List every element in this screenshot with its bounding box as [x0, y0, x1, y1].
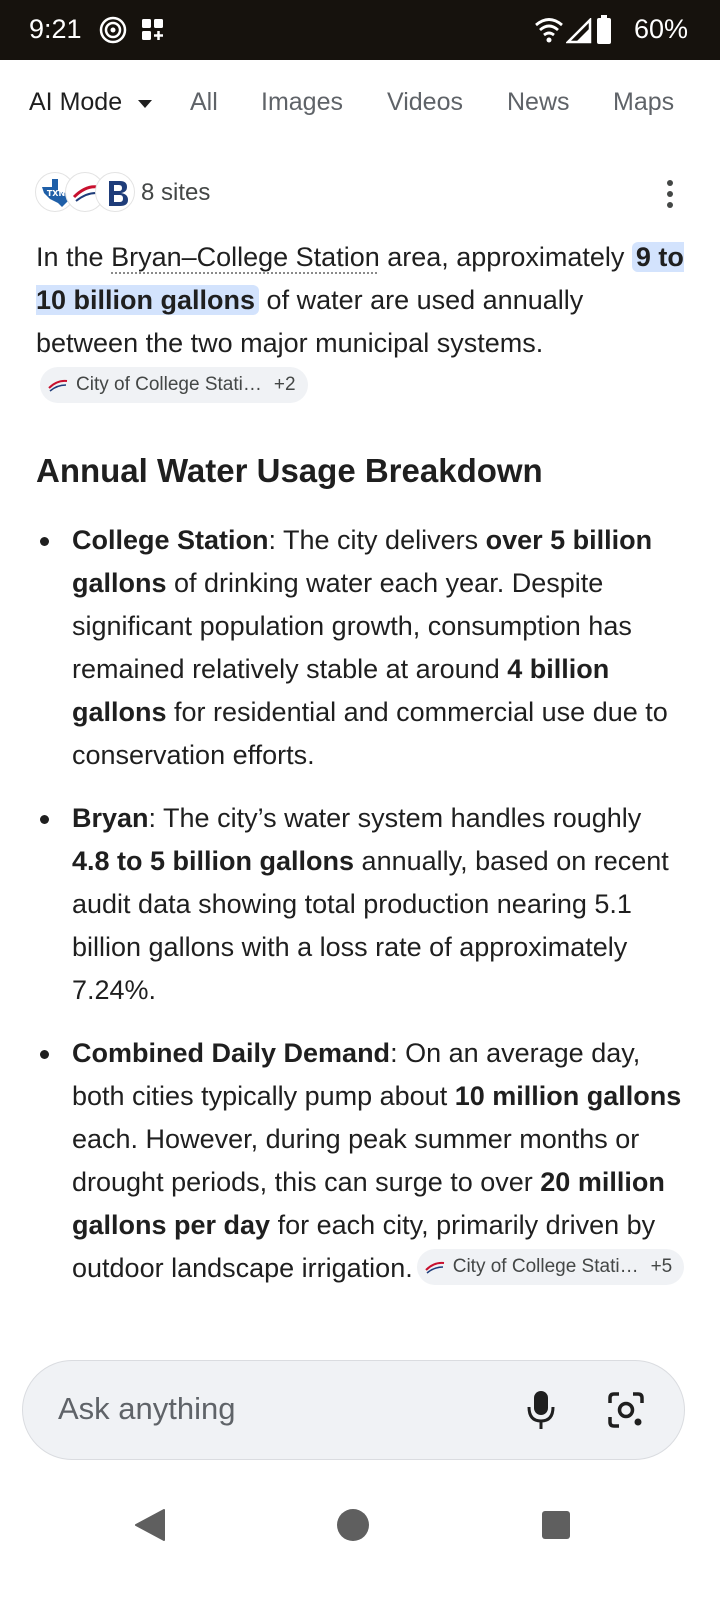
- source-avatars[interactable]: [35, 172, 135, 212]
- tab-videos[interactable]: Videos: [387, 88, 463, 116]
- sources-count: 8 sites: [141, 179, 211, 206]
- search-tabs: [0, 60, 720, 144]
- hotspot-icon: [98, 15, 128, 45]
- section-heading: Annual Water Usage Breakdown: [36, 452, 543, 489]
- back-icon[interactable]: [134, 1508, 166, 1542]
- list-item: [36, 519, 686, 777]
- citation-more: +5: [650, 1256, 673, 1278]
- bullet-text: of drinking water each year. Despite significant population growth, consumption has remained relatively stable at around: [72, 568, 632, 684]
- lens-icon[interactable]: [607, 1391, 645, 1429]
- citation-more: +2: [273, 374, 296, 396]
- bullet-text: annually, based on recent audit data showing total production nearing 5.1 billion gallons with a loss rate of approximately 7.24%.: [72, 846, 669, 1005]
- college-station-logo-icon: [48, 378, 68, 392]
- tab-images[interactable]: Images: [261, 88, 343, 116]
- battery-percent: 60%: [633, 14, 688, 44]
- bullet-text: for each city, primarily driven by outdoor landscape irrigation.: [72, 1210, 656, 1283]
- bullet-text: : The city’s water system handles roughly: [148, 803, 642, 833]
- status-time: 9:21: [29, 14, 82, 44]
- intro-text: In the: [36, 242, 112, 272]
- signal-icon: [566, 18, 592, 44]
- bullet-dot: [40, 537, 49, 546]
- usage-bullets: [36, 519, 686, 1310]
- bullet-text: each. However, during peak summer months or drought periods, this can surge to over: [72, 1124, 640, 1197]
- list-item: [36, 797, 686, 1012]
- sources-row[interactable]: [35, 172, 685, 216]
- bullet-bold: 4 billion gallons: [72, 654, 610, 727]
- intro-text: area, approximately: [379, 242, 632, 272]
- ask-bar[interactable]: [22, 1360, 685, 1460]
- bullet-bold: over 5 billion gallons: [72, 525, 653, 598]
- list-item: [36, 1032, 686, 1290]
- highlighted-answer: 9 to 10 billion gallons: [36, 242, 684, 315]
- citation-chip[interactable]: [40, 367, 308, 403]
- app-grid-icon: [141, 18, 165, 42]
- bullet-title: Bryan: [72, 803, 149, 833]
- wifi-icon: [534, 16, 564, 44]
- college-station-logo-icon: [425, 1260, 445, 1274]
- intro-paragraph: [36, 236, 686, 408]
- bullet-dot: [40, 1050, 49, 1059]
- tab-news[interactable]: News: [507, 88, 570, 116]
- mic-icon[interactable]: [527, 1389, 555, 1431]
- bullet-bold: 10 million gallons: [454, 1081, 682, 1111]
- place-link[interactable]: Bryan–College Station: [111, 242, 380, 272]
- bullet-dot: [40, 815, 49, 824]
- ask-input[interactable]: Ask anything: [58, 1391, 236, 1426]
- home-icon[interactable]: [337, 1509, 369, 1541]
- bullet-title: Combined Daily Demand: [72, 1038, 391, 1068]
- svg-text:TXN: TXN: [46, 189, 66, 198]
- chevron-down-icon[interactable]: [138, 100, 152, 108]
- bullet-title: College Station: [72, 525, 269, 555]
- tab-maps[interactable]: Maps: [613, 88, 675, 116]
- source-logo-bryan-icon: [95, 172, 135, 212]
- bullet-text: for residential and commercial use due to conservation efforts.: [72, 697, 668, 770]
- answer-content: [36, 236, 686, 408]
- intro-text: of water are used annually between the two major municipal systems.: [36, 285, 584, 358]
- bullet-text: : On an average day, both cities typically pump about: [72, 1038, 641, 1111]
- citation-chip[interactable]: [417, 1249, 685, 1285]
- tab-ai-mode[interactable]: AI Mode: [29, 88, 123, 116]
- recents-icon[interactable]: [542, 1511, 570, 1539]
- status-bar: [0, 0, 720, 60]
- tab-all[interactable]: All: [190, 88, 218, 116]
- citation-label: City of College Stati…: [452, 1256, 639, 1278]
- bullet-bold: 20 million gallons per day: [72, 1167, 665, 1240]
- bullet-text: : The city delivers: [268, 525, 486, 555]
- bullet-bold: 4.8 to 5 billion gallons: [72, 846, 355, 876]
- more-vert-icon[interactable]: [655, 176, 685, 212]
- battery-icon: [596, 15, 612, 45]
- citation-label: City of College Stati…: [76, 374, 262, 396]
